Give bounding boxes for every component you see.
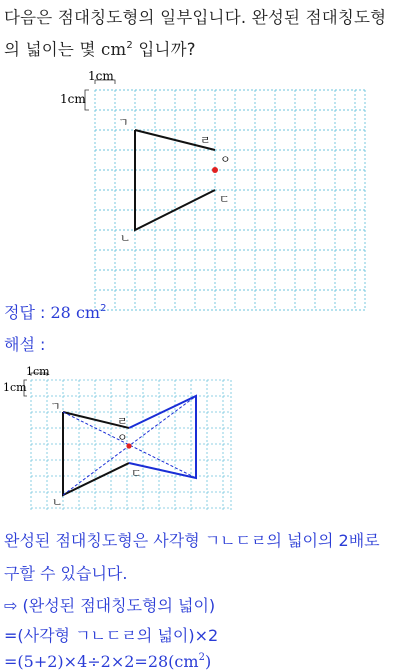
formula-unit-exp: 2: [198, 652, 205, 663]
label-o-1: ㅇ: [220, 153, 231, 166]
answer-line: [4, 300, 106, 323]
scale-y-label-2: 1cm: [3, 381, 27, 394]
explanation-line-5: [4, 652, 211, 671]
label-r-1: ㄹ: [200, 134, 211, 147]
center-point-1: [212, 167, 218, 173]
scale-markers-1: [85, 80, 115, 110]
label-n-1: ㄴ: [120, 232, 131, 245]
explanation-line-3: ⇨ (완성된 점대칭도형의 넓이): [4, 596, 216, 615]
answer-label: 정답 :: [4, 303, 51, 322]
figure-2-mirror: [129, 396, 196, 478]
scale-x-label-2: 1cm: [26, 365, 50, 378]
formula-close: ): [204, 652, 212, 671]
label-d-2: ㄷ: [131, 467, 142, 480]
question-line-1: 다음은 점대칭도형의 일부입니다. 완성된 점대칭도형: [4, 8, 387, 27]
explanation-label: 해설 :: [4, 335, 46, 354]
label-o-2: ㅇ: [117, 431, 128, 444]
center-point-2: [126, 443, 131, 448]
question-unit: cm: [101, 40, 127, 59]
label-r-2: ㄹ: [117, 415, 128, 428]
figure-2: [0, 367, 400, 517]
explanation-line-1: 완성된 점대칭도형은 사각형 ㄱㄴㄷㄹ의 넓이의 2배로: [4, 531, 380, 550]
label-g-2: ㄱ: [50, 400, 61, 413]
explanation-line-4: =(사각형 ㄱㄴㄷㄹ의 넓이)×2: [4, 626, 219, 645]
explanation-line-2: 구할 수 있습니다.: [4, 564, 128, 583]
scale-x-label-1: 1cm: [88, 69, 114, 83]
scale-y-label-1: 1cm: [60, 92, 86, 106]
question-text-b: 입니까?: [132, 40, 196, 59]
label-d-1: ㄷ: [219, 193, 230, 206]
question-line-2: [4, 36, 196, 60]
label-n-2: ㄴ: [52, 496, 63, 509]
formula-unit: cm: [174, 652, 199, 671]
answer-unit: cm: [75, 303, 101, 322]
question-unit-exp: 2: [126, 40, 133, 51]
label-g-1: ㄱ: [118, 116, 129, 129]
answer-value: 28: [50, 303, 76, 322]
answer-unit-exp: 2: [100, 303, 107, 314]
formula-text: =(5+2)×4÷2×2=28(: [4, 652, 175, 671]
question-text-a: 의 넓이는 몇: [4, 40, 102, 59]
